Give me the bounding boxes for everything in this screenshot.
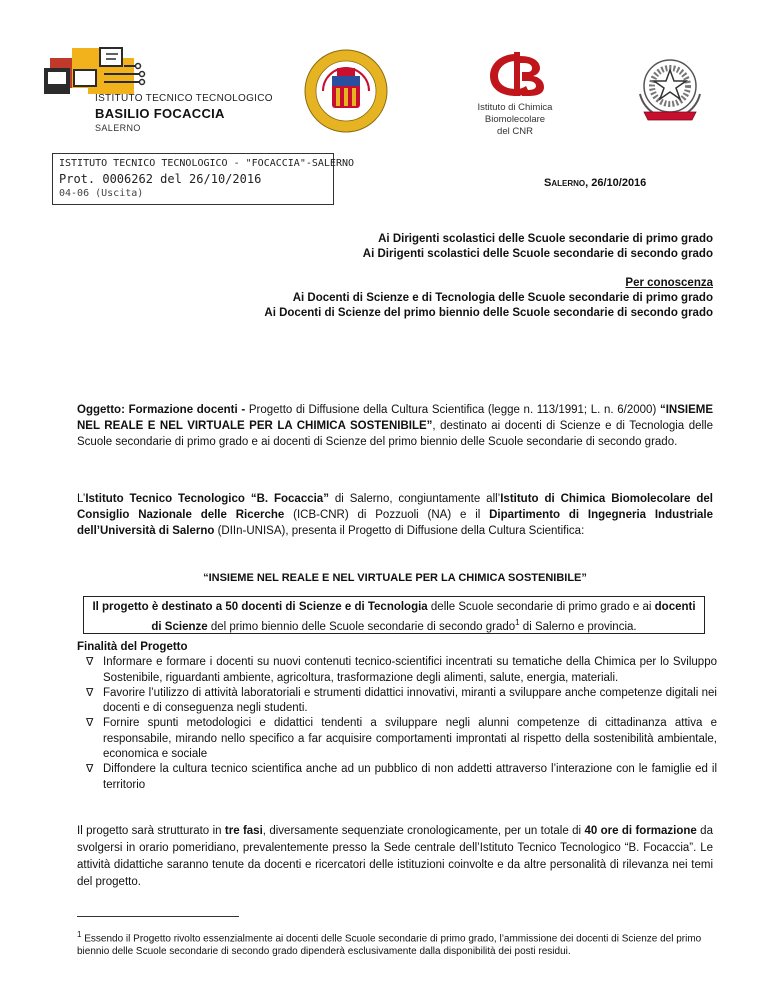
- recipient-line: Ai Dirigenti scolastici delle Scuole secondarie di secondo grado: [362, 248, 713, 260]
- school-name-line3: SALERNO: [95, 123, 141, 133]
- footnote: $^1$ Essendo il Progetto rivolto essenzialmente ai docenti delle Scuole secondarie di primo grado, l’ammissione dei docenti di Scienze del primo biennio delle Scuole secondarie di secondo grado dipenderà esclusivamente dalla disponibilità dei posti residui.: [77, 930, 702, 958]
- list-item: ∇ Informare e formare i docenti su nuovi contenuti tecnico-scientifici incentrati su tematiche della Chimica per lo Sviluppo Sostenibile, riguardanti ambiente, agricoltura, trasformazione degli alimenti, salute, energia, materiali.: [86, 656, 717, 684]
- footnote-divider: [77, 916, 239, 917]
- document-date: Salerno, 26/10/2016: [544, 177, 647, 189]
- stamp-classification: 04-06 (Uscita): [59, 188, 144, 199]
- recipients-block: [363, 232, 713, 262]
- goals-list: [77, 655, 717, 793]
- school-name-line2: BASILIO FOCACCIA: [95, 106, 225, 121]
- cc-block: [264, 276, 713, 321]
- cc-line: Ai Docenti di Scienze del primo biennio delle Scuole secondarie di secondo grado: [264, 307, 713, 319]
- icb-cnr-label: Istituto di Chimica Biomolecolare del CNR: [477, 102, 553, 137]
- recipient-line: Ai Dirigenti scolastici delle Scuole secondarie di primo grado: [378, 233, 713, 245]
- list-item: ∇ Favorire l’utilizzo di attività laboratoriali e strumenti didattici innovativi, miranti a sviluppare anche competenze digitali nei docenti e di conseguenza negli studenti.: [86, 686, 717, 715]
- nabla-bullet-icon: ∇: [86, 656, 94, 669]
- subject-paragraph: Oggetto: Formazione docenti - Progetto di Diffusione della Cultura Scientifica (legge n. 113/1991; L. n. 6/2000) “INSIEME NEL REALE E NEL VIRTUALE PER LA CHIMICA SOSTENIBILE”, destinato ai docenti di Scienze e di Tecnologia delle Scuole secondarie di primo grado e ai docenti di Scienze del primo biennio delle Scuole secondarie di secondo grado.: [77, 404, 713, 449]
- goals-section: [77, 640, 717, 793]
- goals-heading: Finalità del Progetto: [77, 641, 188, 653]
- stamp-protocol-number: Prot. 0006262 del 26/10/2016: [59, 172, 262, 186]
- italian-republic-emblem-icon: [630, 48, 710, 130]
- nabla-bullet-icon: ∇: [86, 686, 94, 699]
- nabla-bullet-icon: ∇: [86, 717, 94, 730]
- list-item: ∇ Fornire spunti metodologici e didattici tendenti a sviluppare negli alunni competenze di cittadinanza attiva e responsabile, mirando nello specifico a far acquisire comportamenti improntati al rispetto della sostenibilità ambientale, economica e sociale: [86, 717, 717, 761]
- cc-line: Ai Docenti di Scienze e di Tecnologia delle Scuole secondarie di primo grado: [292, 292, 713, 304]
- salerno-seal-icon: [303, 48, 389, 134]
- protocol-stamp: [52, 153, 355, 205]
- stamp-institution: ISTITUTO TECNICO TECNOLOGICO - "FOCACCIA"-SALERNO: [59, 158, 355, 169]
- cc-label: Per conoscenza: [625, 277, 713, 289]
- structure-paragraph: Il progetto sarà strutturato in tre fasi, diversamente sequenziate cronologicamente, per un totale di 40 ore di formazione da svolgersi in orario pomeridiano, prevalentemente presso la Sede centrale dell’Istituto Tecnico Tecnologico “B. Focaccia”. Le attività didattiche saranno tenute da docenti e ricercatori delle istituzioni coinvolte e da altre personalità di rilevanza nei temi del progetto.: [77, 825, 713, 888]
- target-audience-box: Il progetto è destinato a 50 docenti di Scienze e di Tecnologia delle Scuole secondarie di primo grado e ai docenti di Scienze del primo biennio delle Scuole secondarie di secondo grado$^1$ di Salerno e provincia.: [83, 596, 705, 634]
- school-name-line1: ISTITUTO TECNICO TECNOLOGICO: [95, 93, 273, 104]
- nabla-bullet-icon: ∇: [86, 763, 94, 776]
- intro-paragraph: L’Istituto Tecnico Tecnologico “B. Focaccia” di Salerno, congiuntamente all’Istituto di Chimica Biomolecolare del Consiglio Nazionale delle Ricerche (ICB-CNR) di Pozzuoli (NA) e il Dipartimento di Ingegneria Industriale dell’Università di Salerno (DIIn-UNISA), presenta il Progetto di Diffusione della Cultura Scientifica:: [77, 493, 714, 538]
- list-item: ∇ Diffondere la cultura tecnico scientifica anche ad un pubblico di non addetti attraverso l’interazione con le famiglie ed il territorio: [86, 763, 717, 791]
- icb-cnr-logo: [482, 50, 552, 98]
- footnote-ref[interactable]: 1: [515, 618, 520, 627]
- project-title: “INSIEME NEL REALE E NEL VIRTUALE PER LA CHIMICA SOSTENIBILE”: [203, 572, 587, 584]
